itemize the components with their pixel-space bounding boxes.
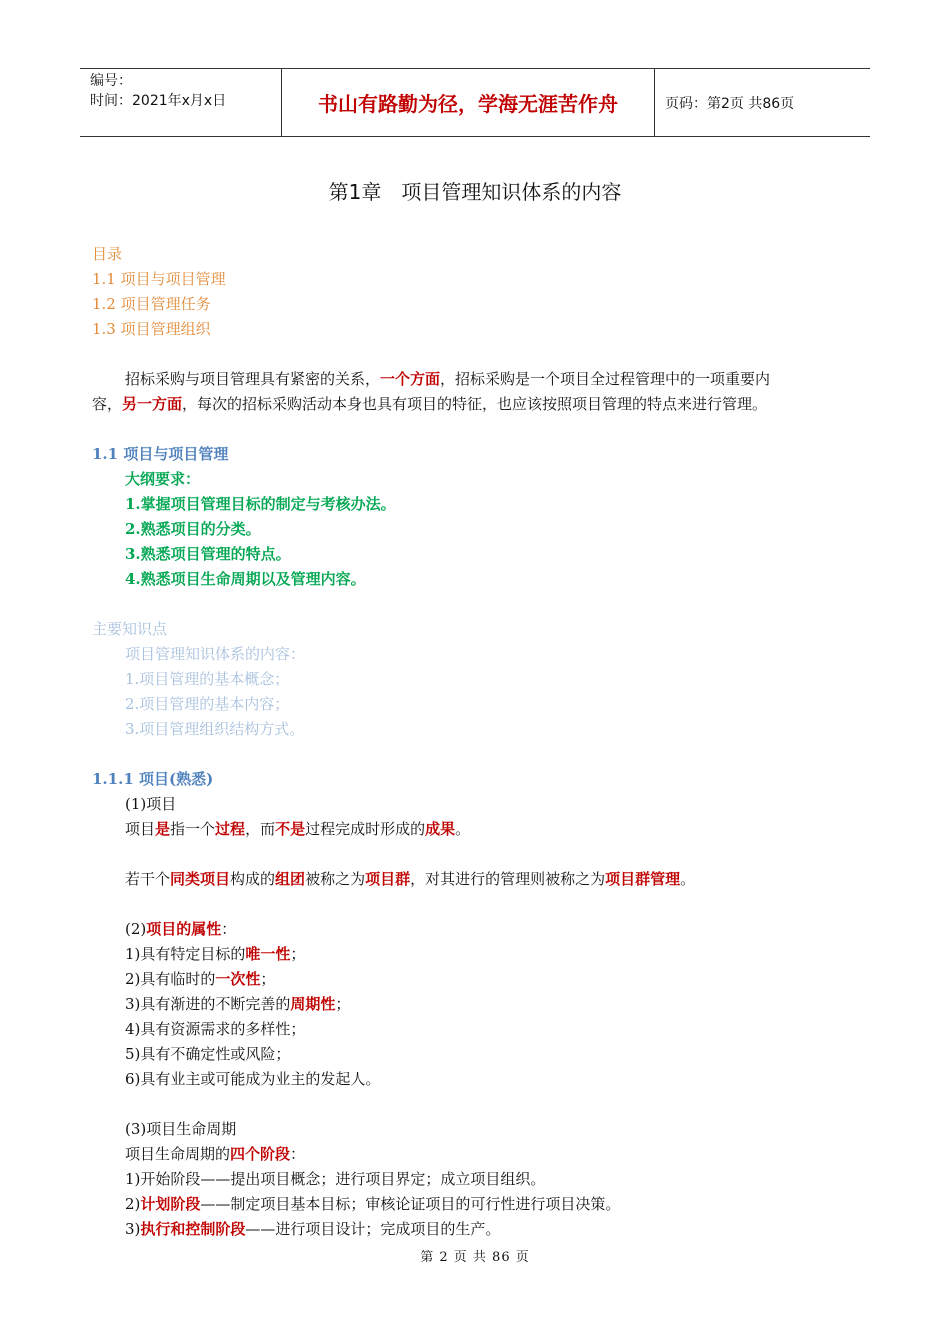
- knowledge-item: 2.项目管理的基本内容；: [125, 695, 290, 713]
- knowledge-intro: 项目管理知识体系的内容：: [125, 645, 306, 663]
- intro-line: 容，另一方面，每次的招标采购活动本身也具有项目的特征，也应该按照项目管理的特点来进行管理。: [92, 395, 768, 413]
- stage-item: 2)计划阶段——制定项目基本目标；审核论证项目的可行性进行项目决策。: [125, 1195, 621, 1213]
- outline-item: 3.熟悉项目管理的特点。: [125, 545, 291, 563]
- header-number-label: 编号：: [90, 73, 132, 89]
- attribute-item: 4)具有资源需求的多样性；: [125, 1020, 306, 1038]
- intro-line: 招标采购与项目管理具有紧密的关系，一个方面，招标采购是一个项目全过程管理中的一项重要内: [125, 370, 771, 388]
- stage-item: 1)开始阶段——提出项目概念；进行项目界定；成立项目组织。: [125, 1170, 546, 1188]
- outline-item: 2.熟悉项目的分类。: [125, 520, 261, 538]
- header-page-code: 页码：第2页 共86页: [665, 95, 795, 112]
- attribute-item: 6)具有业主或可能成为业主的发起人。: [125, 1070, 381, 1088]
- header-meta: [80, 69, 282, 136]
- program-definition: 若干个同类项目构成的组团被称之为项目群，对其进行的管理则被称之为项目群管理。: [125, 870, 696, 888]
- toc-item[interactable]: 1.1 项目与项目管理: [92, 270, 226, 288]
- toc-item[interactable]: 1.2 项目管理任务: [92, 295, 211, 313]
- stage-item: 3)执行和控制阶段——进行项目设计；完成项目的生产。: [125, 1220, 501, 1238]
- subsection-heading: 1.1.1 项目(熟悉): [92, 770, 214, 788]
- section-heading: 1.1 项目与项目管理: [92, 445, 229, 463]
- attribute-item: 2)具有临时的一次性；: [125, 970, 276, 988]
- attribute-item: 1)具有特定目标的唯一性；: [125, 945, 306, 963]
- document-body: [92, 242, 872, 1242]
- attribute-item: 3)具有渐进的不断完善的周期性；: [125, 995, 351, 1013]
- chapter-title: 第1章 项目管理知识体系的内容: [328, 180, 622, 204]
- project-definition: 项目是指一个过程，而不是过程完成时形成的成果。: [125, 820, 471, 838]
- toc-item[interactable]: 1.3 项目管理组织: [92, 320, 211, 338]
- page-footer: 第 2 页 共 86 页: [420, 1250, 530, 1265]
- item-label: (3)项目生命周期: [125, 1120, 237, 1138]
- header-time: 时间：2021年x月x日: [90, 93, 227, 109]
- knowledge-item: 3.项目管理组织结构方式。: [125, 720, 305, 738]
- item-label: (2)项目的属性：: [125, 920, 237, 938]
- stages-intro: 项目生命周期的四个阶段：: [125, 1145, 306, 1163]
- knowledge-heading: 主要知识点: [92, 620, 168, 638]
- outline-item: 4.熟悉项目生命周期以及管理内容。: [125, 570, 366, 588]
- toc-heading[interactable]: 目录: [92, 245, 123, 263]
- outline-item: 1.掌握项目管理目标的制定与考核办法。: [125, 495, 396, 513]
- item-label: (1)项目: [125, 795, 177, 813]
- attribute-item: 5)具有不确定性或风险；: [125, 1045, 291, 1063]
- knowledge-item: 1.项目管理的基本概念；: [125, 670, 290, 688]
- page-header: [80, 68, 870, 137]
- header-motto: 书山有路勤为径，学海无涯苦作舟: [282, 69, 655, 136]
- outline-title: 大纲要求：: [125, 470, 201, 488]
